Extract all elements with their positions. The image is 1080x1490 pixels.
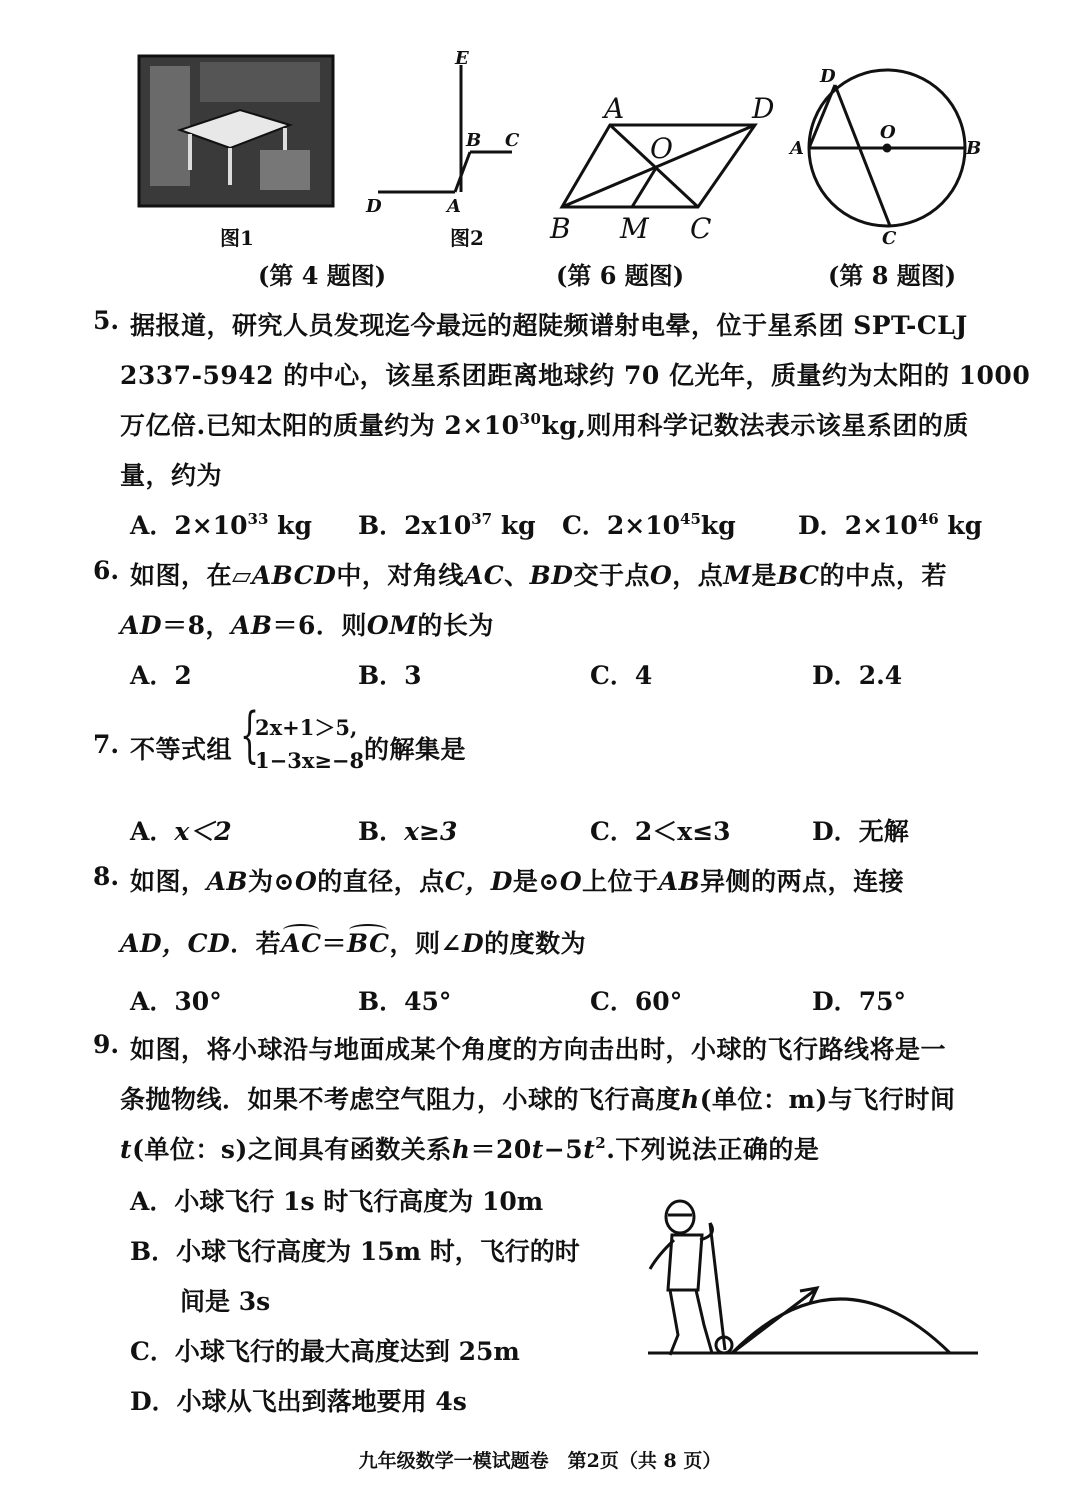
q7-suffix: 的解集是 bbox=[364, 735, 467, 764]
chord-cd bbox=[835, 85, 890, 226]
q8-label-a: A bbox=[790, 138, 804, 159]
q8-circle-figure bbox=[809, 70, 965, 226]
q5-line-4: 量，约为 bbox=[120, 461, 223, 490]
q5-option-d[interactable]: D．$2\times 10^{46}$ kg bbox=[798, 510, 983, 540]
q8-option-b[interactable]: B．45° bbox=[358, 987, 452, 1016]
q4-label-b: B bbox=[466, 130, 482, 151]
q9-option-a[interactable]: A．小球飞行 1s 时飞行高度为 10m bbox=[130, 1187, 544, 1216]
q6-option-a[interactable]: A．2 bbox=[130, 661, 192, 690]
q7-option-d[interactable]: D．无解 bbox=[812, 817, 909, 846]
launch-arrow bbox=[732, 1290, 815, 1353]
q9-line-1: 如图，将小球沿与地面成某个角度的方向击出时，小球的飞行路线将是一 bbox=[130, 1035, 947, 1064]
q6-label-a: A bbox=[604, 92, 625, 125]
q6-option-c[interactable]: C．4 bbox=[590, 661, 653, 690]
q9-option-d[interactable]: D．小球从飞出到落地要用 4s bbox=[130, 1387, 467, 1416]
q6-number: 6. bbox=[93, 556, 120, 585]
q4-label-c: C bbox=[505, 130, 520, 151]
q8-label-d: D bbox=[820, 66, 836, 87]
q7-option-c[interactable]: C．2＜x≤3 bbox=[590, 817, 731, 846]
flight-parabola bbox=[732, 1299, 950, 1353]
segment-om bbox=[632, 168, 656, 207]
q6-label-m: M bbox=[620, 212, 649, 245]
q5-number: 5. bbox=[93, 306, 120, 335]
q4-sublabel-2: 图2 bbox=[450, 226, 484, 250]
q4-sublabel-1: 图1 bbox=[220, 226, 254, 250]
center-dot bbox=[884, 145, 890, 151]
q4-line-figure bbox=[378, 65, 512, 192]
golfer-head bbox=[666, 1201, 694, 1233]
q4-photo-figure bbox=[139, 56, 333, 206]
q9-option-b[interactable]: B．小球飞行高度为 15m 时，飞行的时 bbox=[130, 1237, 580, 1266]
q9-line-3: t(单位：s)之间具有函数关系$h=20t-5t^2$.下列说法正确的是 bbox=[120, 1134, 820, 1164]
q7-brace: { bbox=[240, 700, 260, 770]
arc-bc: BC bbox=[346, 929, 390, 958]
q5-line-1: 据报道，研究人员发现迄今最远的超陡频谱射电晕，位于星系团 SPT-CLJ bbox=[130, 311, 968, 340]
q5-option-a[interactable]: A．$2\times 10^{33}$ kg bbox=[130, 510, 312, 540]
chord-ad bbox=[809, 85, 835, 148]
q4-label-d: D bbox=[366, 196, 382, 217]
q7-option-a[interactable]: A．x＜2 bbox=[130, 817, 232, 846]
q5-option-b[interactable]: B．$2x10^{37}$ kg bbox=[358, 510, 536, 540]
q8-label-o: O bbox=[880, 122, 896, 143]
q5-line-2: 2337-5942 的中心，该星系团距离地球约 70 亿光年，质量约为太阳的 1000 bbox=[120, 361, 1031, 390]
q7-option-b[interactable]: B．x≥3 bbox=[358, 817, 458, 846]
q7-inequality-1: 2x+1＞5, bbox=[255, 715, 358, 740]
page-footer: 九年级数学一模试题卷 第2页（共 8 页） bbox=[358, 1450, 722, 1472]
q8-line-2: AD，CD．若AC＝BC，则∠D的度数为 bbox=[120, 929, 587, 958]
q8-option-d[interactable]: D．75° bbox=[812, 987, 906, 1016]
q5-line-3: 万亿倍.已知太阳的质量约为 $2\times 10^{30}kg$,则用科学记数法表示该星系团的质 bbox=[120, 410, 969, 440]
q7-prefix: 不等式组 bbox=[130, 735, 233, 764]
q6-label-b: B bbox=[550, 212, 571, 245]
q4-label-e: E bbox=[455, 48, 469, 69]
q8-label-c: C bbox=[882, 228, 897, 249]
q6-line-1: 如图，在▱ABCD中，对角线AC、BD交于点O，点M是BC的中点，若 bbox=[130, 561, 947, 590]
q8-option-a[interactable]: A．30° bbox=[130, 987, 222, 1016]
arc-ac: AC bbox=[281, 929, 322, 958]
q6-label-d: D bbox=[752, 92, 775, 125]
q9-option-c[interactable]: C．小球飞行的最大高度达到 25m bbox=[130, 1337, 520, 1366]
q9-option-b-continued: 间是 3s bbox=[180, 1287, 271, 1316]
q9-number: 9. bbox=[93, 1030, 120, 1059]
q9-line-2: 条抛物线．如果不考虑空气阻力，小球的飞行高度h(单位：m)与飞行时间 bbox=[120, 1085, 956, 1114]
q7-number: 7. bbox=[93, 730, 120, 759]
q8-option-c[interactable]: C．60° bbox=[590, 987, 683, 1016]
q6-line-2: AD＝8，AB＝6．则OM的长为 bbox=[120, 611, 494, 640]
q8-figure-caption: (第 8 题图) bbox=[828, 261, 957, 290]
q7-inequality-2: 1−3x≥−8 bbox=[255, 748, 365, 773]
q4-label-a: A bbox=[447, 196, 461, 217]
q5-option-c[interactable]: C．$2\times 10^{45}kg$ bbox=[562, 510, 736, 540]
q8-label-b: B bbox=[966, 138, 982, 159]
q4-figure-caption: (第 4 题图) bbox=[258, 261, 387, 290]
q8-number: 8. bbox=[93, 862, 120, 891]
q6-figure-caption: (第 6 题图) bbox=[556, 261, 685, 290]
q6-option-b[interactable]: B．3 bbox=[358, 661, 422, 690]
figures-svg bbox=[0, 0, 1080, 300]
q8-line-1: 如图，AB为⊙O的直径，点C，D是⊙O上位于AB异侧的两点，连接 bbox=[130, 867, 905, 896]
q9-golfer-figure bbox=[640, 1195, 985, 1395]
q6-option-d[interactable]: D．2.4 bbox=[812, 661, 903, 690]
q6-label-c: C bbox=[690, 212, 712, 245]
q6-label-o: O bbox=[650, 132, 673, 165]
